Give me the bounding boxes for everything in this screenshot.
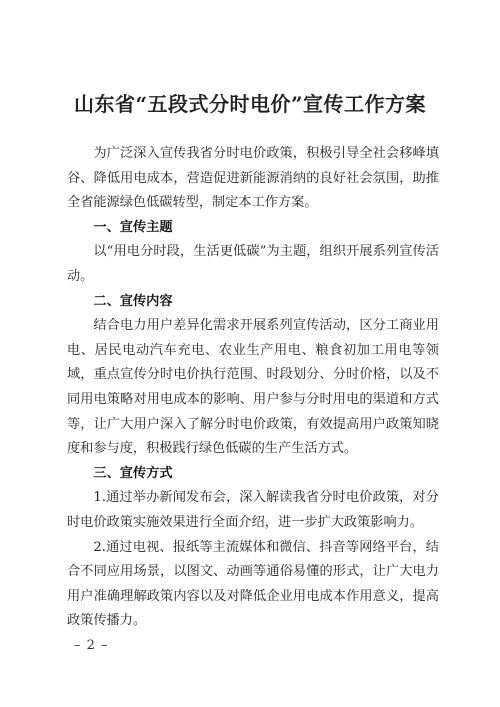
page-number: – 2 – [74, 638, 109, 653]
section-methods-paragraph-1: 1.通过举办新闻发布会，深入解读我省分时电价政策，对分时电价政策实施效果进行全面介绍，进一步扩大政策影响力。 [67, 490, 439, 530]
section-heading-theme: 一、宣传主题 [93, 219, 173, 235]
section-theme-paragraph: 以“用电分时段，生活更低碳”为主题，组织开展系列宣传活动。 [67, 244, 439, 284]
section-methods-paragraph-2: 2.通过电视、报纸等主流媒体和微信、抖音等网络平台，结合不同应用场景，以图文、动画等通俗易懂的形式，让广大电力用户准确理解政策内容以及对降低企业用电成本作用意义，提高政策传播力。 [67, 539, 439, 629]
section-heading-content: 二、宣传内容 [93, 293, 173, 309]
document-title: 山东省“五段式分时电价”宣传工作方案 [73, 92, 426, 116]
section-heading-methods: 三、宣传方式 [93, 465, 173, 481]
document-body [67, 142, 439, 634]
section-content-paragraph: 结合电力用户差异化需求开展系列宣传活动，区分工商业用电、居民电动汽车充电、农业生产用电、粮食初加工用电等领域，重点宣传分时电价执行范围、时段划分、分时价格，以及不同用电策略对用电成本的影响、用户参与分时用电的渠道和方式等，让广大用户深入了解分时电价政策，有效提高用户政策知晓度和参与度，积极践行绿色低碳的生产生活方式。 [67, 318, 439, 457]
intro-paragraph: 为广泛深入宣传我省分时电价政策，积极引导全社会移峰填谷、降低用电成本，营造促进新能源消纳的良好社会氛围，助推全省能源绿色低碳转型，制定本工作方案。 [67, 146, 439, 211]
